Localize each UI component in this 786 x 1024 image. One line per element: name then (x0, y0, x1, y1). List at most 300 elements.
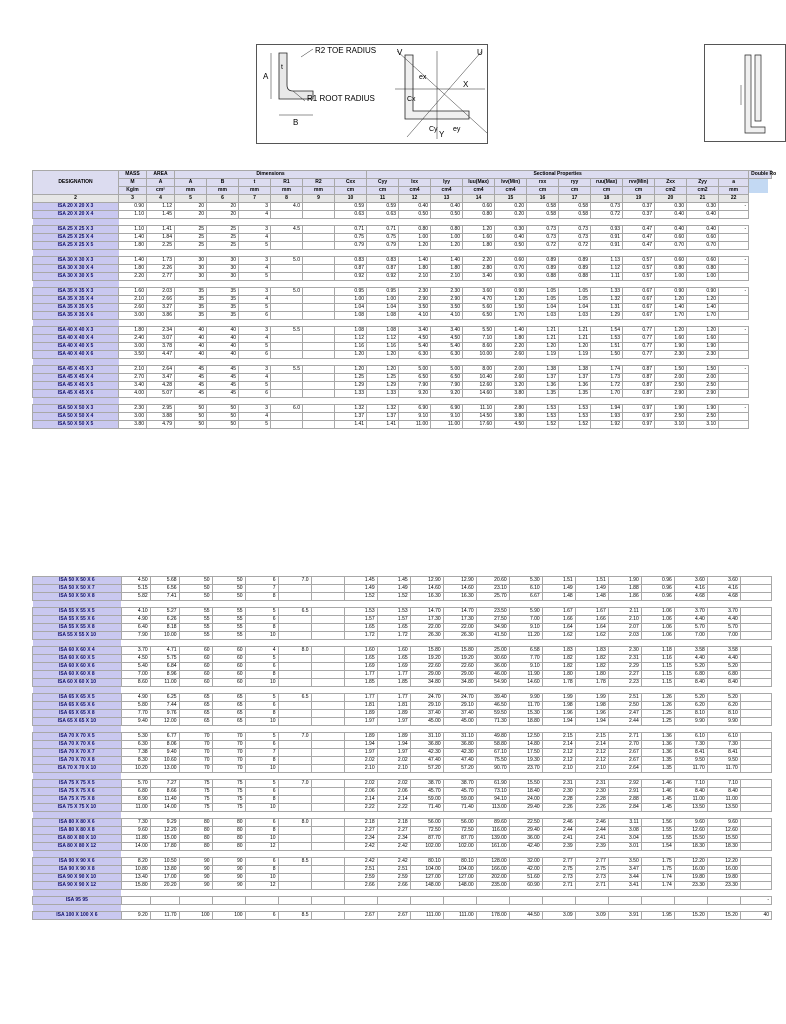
value-cell: 6 (245, 741, 278, 749)
value-cell: 20 (207, 203, 239, 211)
value-cell: 5.07 (147, 390, 175, 398)
spacer-cell (245, 890, 278, 897)
value-cell: 80 (212, 827, 245, 835)
toe-radius-cell (303, 226, 335, 234)
value-cell: 70 (212, 741, 245, 749)
value-cell: 2.14 (575, 741, 608, 749)
value-cell: 3.40 (463, 273, 495, 281)
value-cell: 8.40 (707, 788, 740, 796)
spacer-cell (740, 851, 771, 858)
toe-radius-cell (311, 804, 344, 812)
value-cell: 2.70 (608, 741, 641, 749)
spacer-cell (476, 726, 509, 733)
value-cell: 1.33 (367, 390, 399, 398)
value-cell: 0.40 (655, 211, 687, 219)
value-cell: 15.20 (707, 912, 740, 920)
value-cell: 60 (179, 679, 212, 687)
spacer-cell (719, 398, 749, 405)
value-cell: 75 (179, 804, 212, 812)
value-cell: 2.44 (542, 827, 575, 835)
table-row (33, 765, 772, 773)
designation-cell: ISA 80 X 80 X 12 (33, 843, 122, 851)
root-radius-cell (271, 351, 303, 359)
value-cell: 36.80 (443, 741, 476, 749)
ex-label: ex (419, 74, 427, 81)
value-cell: 1.89 (344, 710, 377, 718)
spacer-cell (271, 219, 303, 226)
toe-radius-cell (303, 413, 335, 421)
value-cell: 1.31 (591, 304, 623, 312)
cy-label: Cy (429, 126, 438, 133)
value-cell: 2.71 (575, 882, 608, 890)
value-cell: 3.60 (463, 288, 495, 296)
value-cell: 1.80 (542, 671, 575, 679)
spacer-cell (575, 773, 608, 780)
value-cell: 2.59 (377, 874, 410, 882)
root-radius-cell (271, 312, 303, 320)
double-angle-cell: - (719, 327, 749, 335)
root-radius-cell: 7.0 (278, 577, 311, 585)
spacer-cell (410, 905, 443, 912)
spacer-cell (719, 219, 749, 226)
double-angle-cell: 40 (740, 912, 771, 920)
spacer-cell (608, 640, 641, 647)
value-cell: 45 (207, 382, 239, 390)
root-radius-cell (278, 765, 311, 773)
value-cell: 1.04 (527, 304, 559, 312)
spacer-cell (410, 890, 443, 897)
value-cell: 1.70 (655, 312, 687, 320)
value-cell: 26.30 (410, 632, 443, 640)
spacer-cell (179, 726, 212, 733)
value-cell: 0.77 (623, 343, 655, 351)
table-row (33, 327, 772, 335)
column-number: 2 (33, 195, 119, 203)
value-cell: 17.80 (150, 843, 179, 851)
designation-cell: ISA 75 X 75 X 10 (33, 804, 122, 812)
table-row (33, 718, 772, 726)
spacer-cell (335, 398, 367, 405)
value-cell: 1.05 (527, 288, 559, 296)
spacer-cell (245, 773, 278, 780)
value-cell: 23.30 (707, 882, 740, 890)
value-cell: 3.70 (121, 647, 150, 655)
spacer-cell (410, 687, 443, 694)
toe-radius-cell (311, 718, 344, 726)
value-cell: 40 (175, 351, 207, 359)
spacer-cell (367, 398, 399, 405)
spacer-cell (575, 726, 608, 733)
table-row (33, 843, 772, 851)
table-row (33, 679, 772, 687)
value-cell: 8 (245, 866, 278, 874)
designation-cell: ISA 75 X 75 X 5 (33, 780, 122, 788)
value-cell: 6 (245, 663, 278, 671)
value-cell: 1.72 (344, 632, 377, 640)
root-radius-cell (278, 585, 311, 593)
value-cell: 41.50 (476, 632, 509, 640)
column-number: 21 (687, 195, 719, 203)
column-number: 5 (175, 195, 207, 203)
value-cell: 50 (175, 413, 207, 421)
value-cell: 40 (175, 327, 207, 335)
value-cell: 24.70 (443, 694, 476, 702)
value-cell: 0.40 (431, 203, 463, 211)
value-cell: 1.45 (377, 577, 410, 585)
value-cell: 40 (207, 351, 239, 359)
spacer-cell (608, 905, 641, 912)
toe-radius-cell (311, 757, 344, 765)
double-angle-cell: - (719, 288, 749, 296)
value-cell: 30 (175, 273, 207, 281)
value-cell: 5 (245, 608, 278, 616)
spacer-cell (655, 219, 687, 226)
designation-cell: ISA 50 X 50 X 3 (33, 405, 119, 413)
symbol-header: Zyy (687, 179, 719, 187)
value-cell: 0.87 (367, 265, 399, 273)
group-spacer (33, 250, 772, 257)
root-radius-cell (278, 874, 311, 882)
value-cell: 1.60 (119, 288, 147, 296)
value-cell: 2.07 (608, 624, 641, 632)
value-cell: 5.70 (121, 780, 150, 788)
value-cell: 4.79 (147, 421, 175, 429)
double-angle-cell (740, 796, 771, 804)
double-angle-cell (740, 788, 771, 796)
value-cell: 0.59 (367, 203, 399, 211)
value-cell: 0.92 (335, 273, 367, 281)
root-radius-cell (271, 273, 303, 281)
value-cell: 60 (212, 655, 245, 663)
spacer-cell (559, 359, 591, 366)
group-spacer (33, 359, 772, 366)
value-cell: 9.10 (509, 624, 542, 632)
spacer-cell (207, 219, 239, 226)
spacer-cell (147, 359, 175, 366)
table-row (33, 390, 772, 398)
value-cell: 4.50 (121, 577, 150, 585)
angle-properties-table (32, 170, 777, 429)
value-cell: 13.50 (674, 804, 707, 812)
value-cell: 1.40 (495, 327, 527, 335)
spacer-cell (495, 281, 527, 288)
value-cell: 20 (207, 211, 239, 219)
toe-radius-cell (311, 858, 344, 866)
value-cell: 30 (207, 273, 239, 281)
group-spacer (33, 773, 772, 780)
double-angle-cell (740, 616, 771, 624)
value-cell: 1.66 (542, 616, 575, 624)
value-cell: 3.20 (495, 382, 527, 390)
value-cell: 6.50 (399, 374, 431, 382)
value-cell: 10.00 (150, 632, 179, 640)
value-cell: 0.90 (495, 288, 527, 296)
value-cell: 2.00 (687, 374, 719, 382)
spacer-cell (119, 398, 147, 405)
value-cell: 55 (212, 624, 245, 632)
value-cell: 0.47 (623, 234, 655, 242)
designation-cell: ISA 45 X 45 X 4 (33, 374, 119, 382)
toe-radius-cell (311, 882, 344, 890)
value-cell: 3.80 (495, 413, 527, 421)
designation-cell: ISA 50 X 50 X 5 (33, 421, 119, 429)
value-cell: 2.84 (608, 804, 641, 812)
value-cell: 0.67 (623, 288, 655, 296)
value-cell: 7.30 (674, 741, 707, 749)
table-row (33, 702, 772, 710)
value-cell: 0.40 (687, 226, 719, 234)
value-cell: 11.90 (509, 671, 542, 679)
value-cell: 75 (212, 780, 245, 788)
value-cell: 5.40 (431, 343, 463, 351)
value-cell: 36.00 (509, 835, 542, 843)
spacer-cell (707, 687, 740, 694)
value-cell: 9.60 (707, 819, 740, 827)
value-cell: 1.80 (575, 671, 608, 679)
symbol-header: Cxx (335, 179, 367, 187)
value-cell: 12.20 (674, 858, 707, 866)
value-cell: 1.00 (335, 296, 367, 304)
value-cell: 65 (179, 710, 212, 718)
value-cell: 1.82 (575, 663, 608, 671)
value-cell: 2.22 (377, 804, 410, 812)
table-row (33, 694, 772, 702)
toe-radius-cell (303, 382, 335, 390)
value-cell: 8.10 (707, 710, 740, 718)
spacer-cell (179, 640, 212, 647)
value-cell: 0.50 (399, 211, 431, 219)
double-angle-cell (740, 835, 771, 843)
spacer-cell (377, 640, 410, 647)
value-cell: 50 (179, 577, 212, 585)
toe-radius-cell (303, 390, 335, 398)
value-cell: 55 (179, 632, 212, 640)
spacer-cell (641, 601, 674, 608)
angle-properties-table-continued (32, 576, 772, 920)
value-cell: 65 (212, 694, 245, 702)
value-cell: 5.15 (121, 585, 150, 593)
value-cell: 3.58 (707, 647, 740, 655)
spacer-cell (367, 281, 399, 288)
root-radius-cell (278, 616, 311, 624)
value-cell: 5.50 (463, 327, 495, 335)
value-cell: 46.50 (476, 702, 509, 710)
value-cell: 7.00 (509, 616, 542, 624)
value-cell: 7.10 (674, 780, 707, 788)
value-cell: 2.90 (431, 296, 463, 304)
double-angle-cell (740, 608, 771, 616)
value-cell: 3.40 (431, 327, 463, 335)
value-cell: 11.00 (121, 804, 150, 812)
value-cell: 6.80 (121, 788, 150, 796)
value-cell: 60 (179, 671, 212, 679)
value-cell: 15.80 (443, 647, 476, 655)
value-cell: 50 (207, 405, 239, 413)
value-cell: 3.08 (608, 827, 641, 835)
value-cell: 2.46 (542, 819, 575, 827)
root-radius-cell (271, 382, 303, 390)
spacer-cell (33, 812, 122, 819)
value-cell: 1.65 (344, 624, 377, 632)
dim-b-label: B (293, 118, 299, 127)
value-cell: 65 (212, 710, 245, 718)
toe-radius-cell (311, 655, 344, 663)
value-cell: 1.38 (527, 366, 559, 374)
value-cell: 1.26 (641, 702, 674, 710)
symbol-header: Iyy (431, 179, 463, 187)
value-cell: 1.90 (655, 405, 687, 413)
toe-radius-cell (303, 288, 335, 296)
value-cell: 36.80 (410, 741, 443, 749)
value-cell: 12.20 (150, 827, 179, 835)
value-cell: 1.15 (641, 679, 674, 687)
value-cell: 65 (179, 718, 212, 726)
value-cell: 3 (239, 405, 271, 413)
value-cell: 1.86 (608, 593, 641, 601)
value-cell: 1.45 (147, 211, 175, 219)
value-cell: 18.80 (509, 718, 542, 726)
value-cell: 3.04 (608, 835, 641, 843)
root-radius-cell (278, 663, 311, 671)
spacer-cell (245, 812, 278, 819)
spacer-cell (344, 726, 377, 733)
value-cell: 166.00 (476, 866, 509, 874)
spacer-cell (121, 812, 150, 819)
double-angle-cell (719, 382, 749, 390)
value-cell (377, 897, 410, 905)
value-cell: 2.66 (344, 882, 377, 890)
value-cell: 45 (207, 390, 239, 398)
value-cell: 4.00 (119, 390, 147, 398)
unit-header: mm (239, 187, 271, 195)
value-cell: 8.00 (463, 366, 495, 374)
root-radius-label: R1 ROOT RADIUS (307, 94, 375, 103)
value-cell: 2.60 (495, 374, 527, 382)
value-cell: 3.86 (147, 312, 175, 320)
table-row (33, 335, 772, 343)
spacer-cell (495, 320, 527, 327)
table-row (33, 827, 772, 835)
table-row (33, 710, 772, 718)
spacer-cell (311, 890, 344, 897)
column-number: 14 (463, 195, 495, 203)
value-cell: 1.36 (527, 382, 559, 390)
value-cell: 1.35 (559, 390, 591, 398)
table-row (33, 804, 772, 812)
value-cell: 2.64 (147, 366, 175, 374)
value-cell: 1.20 (527, 343, 559, 351)
value-cell: 6.67 (509, 593, 542, 601)
value-cell: 18.30 (707, 843, 740, 851)
value-cell: 9.10 (431, 413, 463, 421)
value-cell: 1.53 (591, 335, 623, 343)
spacer-cell (33, 320, 119, 327)
spacer-cell (509, 905, 542, 912)
value-cell (150, 897, 179, 905)
value-cell: 1.60 (377, 647, 410, 655)
value-cell: 19.20 (443, 655, 476, 663)
root-radius-cell: 8.5 (278, 858, 311, 866)
unit-header: cm4 (399, 187, 431, 195)
spacer-cell (674, 726, 707, 733)
value-cell: 16.00 (707, 866, 740, 874)
value-cell: 2.51 (344, 866, 377, 874)
value-cell: 17.00 (150, 874, 179, 882)
value-cell: 15.50 (707, 835, 740, 843)
value-cell: 0.92 (367, 273, 399, 281)
toe-radius-cell (311, 647, 344, 655)
toe-radius-cell (311, 749, 344, 757)
value-cell: 0.87 (623, 382, 655, 390)
designation-cell: ISA 40 X 40 X 6 (33, 351, 119, 359)
value-cell: 19.30 (509, 757, 542, 765)
column-number: 13 (431, 195, 463, 203)
table-row (33, 796, 772, 804)
double-angle-diagram (704, 44, 786, 142)
value-cell: 6.30 (121, 741, 150, 749)
value-cell: 3 (239, 203, 271, 211)
toe-radius-cell (311, 733, 344, 741)
value-cell: 59.50 (476, 710, 509, 718)
value-cell: 1.57 (377, 616, 410, 624)
spacer-cell (377, 687, 410, 694)
value-cell: 16.00 (674, 866, 707, 874)
spacer-cell (245, 640, 278, 647)
value-cell: 3.80 (119, 421, 147, 429)
value-cell: 6.84 (150, 663, 179, 671)
spacer-cell (121, 773, 150, 780)
spacer-cell (591, 359, 623, 366)
value-cell: 3.10 (655, 421, 687, 429)
designation-cell: ISA 30 X 30 X 3 (33, 257, 119, 265)
value-cell: 1.45 (641, 796, 674, 804)
value-cell: 2.30 (119, 405, 147, 413)
value-cell: 75 (212, 788, 245, 796)
spacer-cell (591, 219, 623, 226)
value-cell: 0.60 (495, 257, 527, 265)
symbol-header: t (239, 179, 271, 187)
value-cell: 45 (207, 366, 239, 374)
value-cell: 8.60 (121, 679, 150, 687)
double-angle-cell: - (719, 226, 749, 234)
value-cell: 1.82 (542, 655, 575, 663)
root-radius-cell (278, 655, 311, 663)
table-row (33, 405, 772, 413)
value-cell: 0.89 (559, 265, 591, 273)
value-cell: 1.67 (542, 608, 575, 616)
spacer-cell (707, 890, 740, 897)
value-cell: 2.27 (608, 671, 641, 679)
spacer-cell (212, 726, 245, 733)
value-cell: 55 (179, 616, 212, 624)
value-cell: 4 (239, 234, 271, 242)
value-cell: 1.41 (335, 421, 367, 429)
value-cell: 50 (207, 421, 239, 429)
spacer-cell (591, 398, 623, 405)
value-cell: 4.10 (121, 608, 150, 616)
value-cell: 2.41 (542, 835, 575, 843)
unit-header: mm (207, 187, 239, 195)
value-cell: 2.50 (655, 413, 687, 421)
value-cell: 65 (179, 702, 212, 710)
value-cell: 3.09 (542, 912, 575, 920)
spacer-cell (311, 726, 344, 733)
root-radius-cell (278, 718, 311, 726)
value-cell: 2.10 (399, 273, 431, 281)
value-cell: 27.50 (476, 616, 509, 624)
double-angle-cell (740, 577, 771, 585)
value-cell: 12.60 (707, 827, 740, 835)
